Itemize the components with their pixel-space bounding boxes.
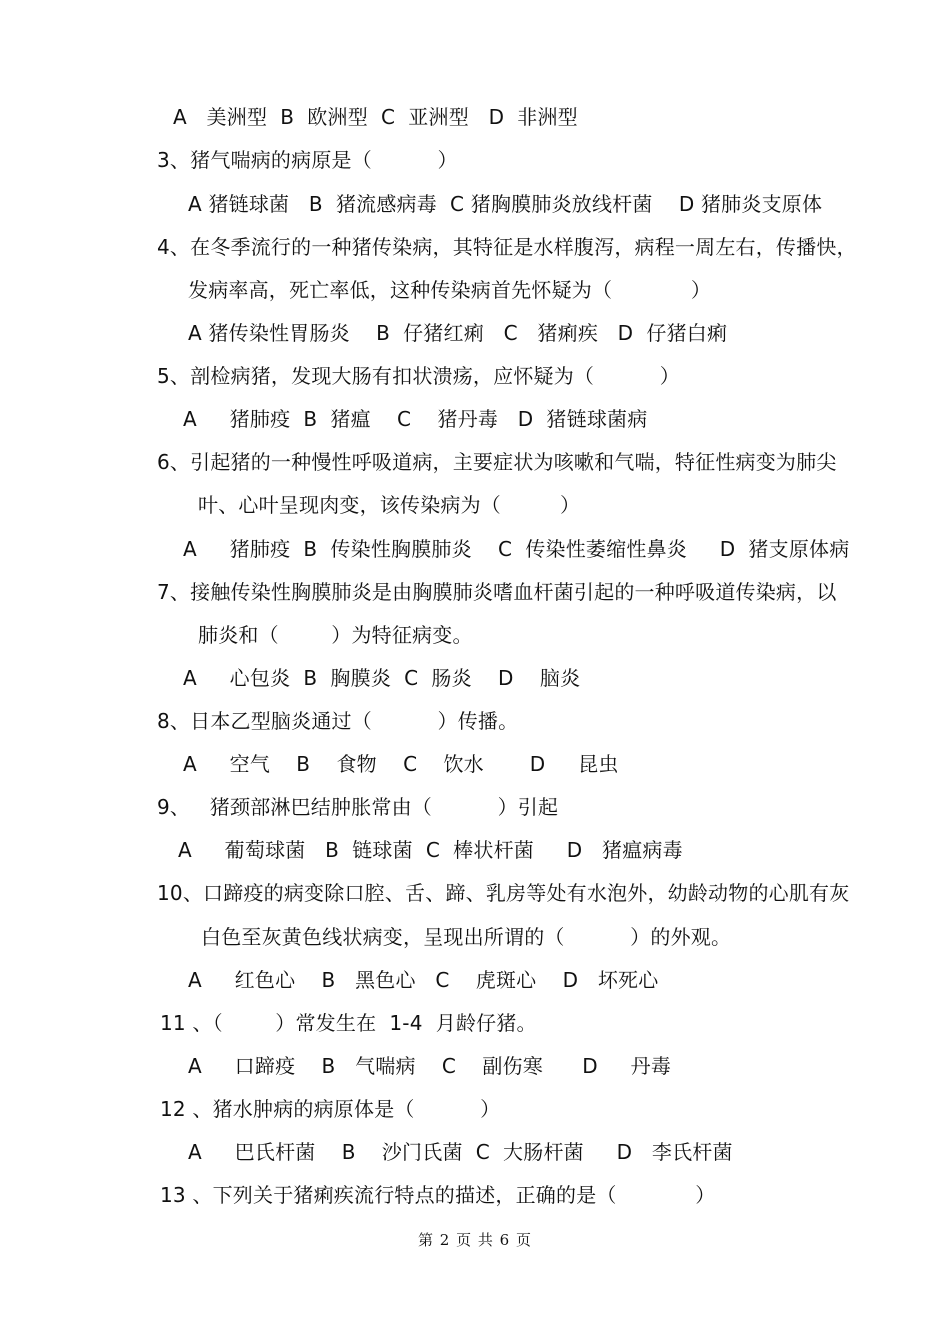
- q8-options: A 空气 B 食物 C 饮水 D 昆虫: [183, 752, 619, 776]
- q10-question-line-1: 10、口蹄疫的病变除口腔、舌、蹄、乳房等处有水泡外，幼龄动物的心肌有灰: [157, 881, 850, 905]
- q3-options: A 猪链球菌 B 猪流感病毒 C 猪胸膜肺炎放线杆菌 D 猪肺炎支原体: [188, 192, 823, 216]
- q7-options: A 心包炎 B 胸膜炎 C 肠炎 D 脑炎: [183, 666, 581, 690]
- q12-options: A 巴氏杆菌 B 沙门氏菌 C 大肠杆菌 D 李氏杆菌: [188, 1140, 733, 1164]
- q5-question: 5、剖检病猪，发现大肠有扣状溃疡，应怀疑为（ ）: [157, 364, 680, 388]
- q6-question-line-1: 6、引起猪的一种慢性呼吸道病，主要症状为咳嗽和气喘，特征性病变为肺尖: [157, 450, 837, 474]
- q13-question: 13 、下列关于猪痢疾流行特点的描述，正确的是（ ）: [160, 1183, 716, 1207]
- page-footer: 第 2 页 共 6 页: [418, 1231, 532, 1249]
- q4-question-line-1: 4、在冬季流行的一种猪传染病，其特征是水样腹泻，病程一周左右，传播快，: [157, 235, 857, 259]
- q4-question-line-2: 发病率高，死亡率低，这种传染病首先怀疑为（ ）: [188, 278, 712, 302]
- q8-question: 8、日本乙型脑炎通过（ ）传播。: [157, 709, 519, 733]
- q9-options: A 葡萄球菌 B 链球菌 C 棒状杆菌 D 猪瘟病毒: [178, 838, 683, 862]
- q11-question: 11 、（ ）常发生在 1-4 月龄仔猪。: [160, 1011, 537, 1035]
- q4-options: A 猪传染性胃肠炎 B 仔猪红痢 C 猪痢疾 D 仔猪白痢: [188, 321, 728, 345]
- q10-question-line-2: 白色至灰黄色线状病变，呈现出所谓的（ ）的外观。: [201, 925, 732, 949]
- q6-question-line-2: 叶、心叶呈现肉变，该传染病为（ ）: [198, 493, 581, 517]
- q7-question-line-2: 肺炎和（ ）为特征病变。: [198, 623, 473, 647]
- q10-options: A 红色心 B 黑色心 C 虎斑心 D 坏死心: [188, 968, 659, 992]
- q7-question-line-1: 7、接触传染性胸膜肺炎是由胸膜肺炎嗜血杆菌引起的一种呼吸道传染病，以: [157, 580, 837, 604]
- q11-options: A 口蹄疫 B 气喘病 C 副伤寒 D 丹毒: [188, 1054, 672, 1078]
- q3-question: 3、猪气喘病的病原是（ ）: [157, 148, 458, 172]
- q6-options: A 猪肺疫 B 传染性胸膜肺炎 C 传染性萎缩性鼻炎 D 猪支原体病: [183, 537, 850, 561]
- q9-question: 9、 猪颈部淋巴结肿胀常由（ ）引起: [157, 795, 559, 819]
- q2-options: A 美洲型 B 欧洲型 C 亚洲型 D 非洲型: [173, 105, 578, 129]
- q5-options: A 猪肺疫 B 猪瘟 C 猪丹毒 D 猪链球菌病: [183, 407, 648, 431]
- q12-question: 12 、猪水肿病的病原体是（ ）: [160, 1097, 501, 1121]
